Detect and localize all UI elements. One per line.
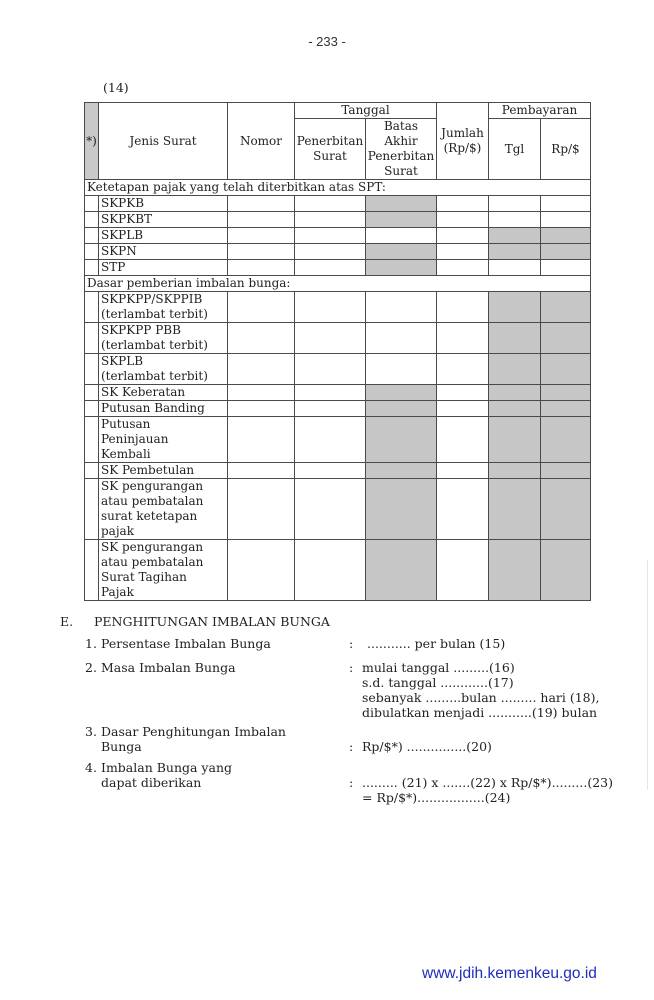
rp-cell-shaded xyxy=(541,401,591,417)
header-rp: Rp/$ xyxy=(541,119,591,180)
jumlah-cell[interactable] xyxy=(437,260,489,276)
nomor-cell[interactable] xyxy=(228,417,295,463)
item-value[interactable]: = Rp/$*).................(24) xyxy=(362,790,511,805)
item-value[interactable]: ........... per bulan (15) xyxy=(367,636,506,651)
penerbitan-cell[interactable] xyxy=(295,401,366,417)
batas-akhir-cell-shaded xyxy=(366,463,437,479)
jumlah-cell[interactable] xyxy=(437,212,489,228)
marker-cell[interactable] xyxy=(85,212,99,228)
jenis-surat-cell xyxy=(99,479,228,540)
rp-cell-shaded xyxy=(541,292,591,323)
nomor-cell[interactable] xyxy=(228,292,295,323)
jumlah-cell[interactable] xyxy=(437,196,489,212)
jumlah-cell[interactable] xyxy=(437,479,489,540)
penerbitan-cell[interactable] xyxy=(295,228,366,244)
marker-cell[interactable] xyxy=(85,323,99,354)
jumlah-cell[interactable] xyxy=(437,401,489,417)
jumlah-cell[interactable] xyxy=(437,385,489,401)
jenis-surat-line: atau pembatalan xyxy=(101,555,204,569)
penerbitan-cell[interactable] xyxy=(295,417,366,463)
jumlah-cell[interactable] xyxy=(437,463,489,479)
calc-item xyxy=(85,760,613,805)
rp-cell-shaded xyxy=(541,228,591,244)
rp-cell[interactable] xyxy=(541,212,591,228)
batas-akhir-cell[interactable] xyxy=(366,228,437,244)
header-penerbitan-surat: Penerbitan Surat xyxy=(295,119,366,180)
jenis-surat-line: SKPLB xyxy=(101,228,144,242)
rp-cell-shaded xyxy=(541,417,591,463)
rp-cell-shaded xyxy=(541,354,591,385)
item-value[interactable]: sebanyak .........bulan ......... hari (18), xyxy=(362,690,600,705)
jenis-surat-line: Pajak xyxy=(101,585,134,599)
jenis-surat-cell xyxy=(99,260,228,276)
table-body xyxy=(85,180,591,601)
jenis-surat-line: pajak xyxy=(101,524,134,538)
jenis-surat-line: SKPKPP/SKPPIB xyxy=(101,292,203,306)
table-row xyxy=(85,196,591,212)
table-row xyxy=(85,385,591,401)
tgl-cell-shaded xyxy=(489,401,541,417)
jenis-surat-line: SK pengurangan xyxy=(101,540,204,554)
nomor-cell[interactable] xyxy=(228,323,295,354)
reference-label: (14) xyxy=(103,80,129,95)
batas-akhir-cell-shaded xyxy=(366,417,437,463)
rp-cell-shaded xyxy=(541,540,591,601)
jdih-website-link[interactable]: www.jdih.kemenkeu.go.id xyxy=(422,965,597,982)
jenis-surat-cell xyxy=(99,244,228,260)
rp-cell-shaded xyxy=(541,479,591,540)
jenis-surat-line: SK pengurangan xyxy=(101,479,204,493)
rp-cell[interactable] xyxy=(541,196,591,212)
header-nomor: Nomor xyxy=(228,103,295,180)
jenis-surat-line: STP xyxy=(101,260,126,274)
marker-cell[interactable] xyxy=(85,385,99,401)
tgl-cell[interactable] xyxy=(489,260,541,276)
section-e-title: PENGHITUNGAN IMBALAN BUNGA xyxy=(94,614,330,629)
item-label: Dasar Penghitungan Imbalan Bunga xyxy=(101,724,286,754)
jenis-surat-cell xyxy=(99,196,228,212)
jenis-surat-line: SKPLB xyxy=(101,354,144,368)
nomor-cell[interactable] xyxy=(228,463,295,479)
item-colon: : xyxy=(349,739,354,754)
header-tgl: Tgl xyxy=(489,119,541,180)
jenis-surat-line: (terlambat terbit) xyxy=(101,307,208,321)
section-e-heading xyxy=(60,614,330,629)
tgl-cell-shaded xyxy=(489,479,541,540)
tgl-cell-shaded xyxy=(489,463,541,479)
penerbitan-cell[interactable] xyxy=(295,196,366,212)
item-colon: : xyxy=(349,775,354,790)
section-title: Dasar pemberian imbalan bunga: xyxy=(85,276,591,292)
jenis-surat-cell xyxy=(99,354,228,385)
jumlah-cell[interactable] xyxy=(437,354,489,385)
table-row xyxy=(85,212,591,228)
header-star: *) xyxy=(85,103,99,180)
batas-akhir-cell-shaded xyxy=(366,244,437,260)
jenis-surat-line: Peninjauan xyxy=(101,432,169,446)
jenis-surat-line: SK Keberatan xyxy=(101,385,186,399)
section-title: Ketetapan pajak yang telah diterbitkan atas SPT: xyxy=(85,180,591,196)
jenis-surat-line: Putusan xyxy=(101,417,151,431)
jenis-surat-line: Kembali xyxy=(101,447,151,461)
jenis-surat-cell xyxy=(99,401,228,417)
tgl-cell-shaded xyxy=(489,244,541,260)
table-row xyxy=(85,354,591,385)
table-row xyxy=(85,417,591,463)
tgl-cell-shaded xyxy=(489,385,541,401)
item-value[interactable]: dibulatkan menjadi ...........(19) bulan xyxy=(362,705,598,720)
marker-cell[interactable] xyxy=(85,292,99,323)
item-value[interactable]: ......... (21) x .......(22) x Rp/$*).........(23) xyxy=(362,775,613,790)
tgl-cell-shaded xyxy=(489,354,541,385)
jenis-surat-cell xyxy=(99,228,228,244)
nomor-cell[interactable] xyxy=(228,228,295,244)
batas-akhir-cell-shaded xyxy=(366,196,437,212)
batas-akhir-cell-shaded xyxy=(366,401,437,417)
penerbitan-cell[interactable] xyxy=(295,479,366,540)
penerbitan-cell[interactable] xyxy=(295,260,366,276)
tgl-cell-shaded xyxy=(489,540,541,601)
nomor-cell[interactable] xyxy=(228,479,295,540)
nomor-cell[interactable] xyxy=(228,196,295,212)
table-row xyxy=(85,228,591,244)
header-jenis-surat: Jenis Surat xyxy=(99,103,228,180)
marker-cell[interactable] xyxy=(85,463,99,479)
rp-cell[interactable] xyxy=(541,260,591,276)
tgl-cell-shaded xyxy=(489,417,541,463)
item-value[interactable]: Rp/$*) ...............(20) xyxy=(362,739,492,754)
header-jumlah: Jumlah (Rp/$) xyxy=(437,103,489,180)
marker-cell[interactable] xyxy=(85,244,99,260)
nomor-cell[interactable] xyxy=(228,354,295,385)
table-row xyxy=(85,292,591,323)
jumlah-cell[interactable] xyxy=(437,292,489,323)
jenis-surat-line: SK Pembetulan xyxy=(101,463,195,477)
jenis-surat-line: SKPKPP PBB xyxy=(101,323,181,337)
table-row xyxy=(85,323,591,354)
calc-item xyxy=(85,660,600,720)
marker-cell[interactable] xyxy=(85,196,99,212)
rp-cell-shaded xyxy=(541,463,591,479)
jumlah-cell[interactable] xyxy=(437,540,489,601)
tgl-cell-shaded xyxy=(489,323,541,354)
jenis-surat-cell xyxy=(99,323,228,354)
penerbitan-cell[interactable] xyxy=(295,323,366,354)
item-number: 3. xyxy=(85,724,97,739)
jumlah-cell[interactable] xyxy=(437,417,489,463)
jumlah-cell[interactable] xyxy=(437,244,489,260)
marker-cell[interactable] xyxy=(85,479,99,540)
batas-akhir-cell[interactable] xyxy=(366,323,437,354)
item-label: Masa Imbalan Bunga xyxy=(101,660,236,675)
jenis-surat-line: (terlambat terbit) xyxy=(101,369,208,383)
jenis-surat-line: Putusan Banding xyxy=(101,401,205,415)
jenis-surat-cell xyxy=(99,292,228,323)
marker-cell[interactable] xyxy=(85,417,99,463)
nomor-cell[interactable] xyxy=(228,244,295,260)
table-row xyxy=(85,463,591,479)
calc-item xyxy=(85,636,506,651)
calc-item xyxy=(85,724,492,754)
section-title-row xyxy=(85,180,591,196)
page-number: - 233 - xyxy=(308,34,346,49)
batas-akhir-cell[interactable] xyxy=(366,354,437,385)
jumlah-cell[interactable] xyxy=(437,323,489,354)
rp-cell-shaded xyxy=(541,385,591,401)
section-title-row xyxy=(85,276,591,292)
jenis-surat-cell xyxy=(99,212,228,228)
item-number: 4. xyxy=(85,760,97,775)
tgl-cell[interactable] xyxy=(489,196,541,212)
nomor-cell[interactable] xyxy=(228,401,295,417)
item-label: Imbalan Bunga yang dapat diberikan xyxy=(101,760,232,790)
tgl-cell-shaded xyxy=(489,292,541,323)
header-batas-akhir: Batas Akhir Penerbitan Surat xyxy=(366,119,437,180)
jenis-surat-line: SKPKB xyxy=(101,196,145,210)
jenis-surat-cell xyxy=(99,385,228,401)
tax-letters-table xyxy=(84,102,591,601)
marker-cell[interactable] xyxy=(85,354,99,385)
jenis-surat-line: atau pembatalan xyxy=(101,494,204,508)
marker-cell[interactable] xyxy=(85,260,99,276)
nomor-cell[interactable] xyxy=(228,540,295,601)
batas-akhir-cell-shaded xyxy=(366,385,437,401)
table-row xyxy=(85,244,591,260)
penerbitan-cell[interactable] xyxy=(295,354,366,385)
item-value[interactable]: s.d. tanggal ............(17) xyxy=(362,675,514,690)
batas-akhir-cell-shaded xyxy=(366,212,437,228)
nomor-cell[interactable] xyxy=(228,212,295,228)
batas-akhir-cell-shaded xyxy=(366,479,437,540)
item-colon: : xyxy=(349,636,354,651)
table-row xyxy=(85,479,591,540)
nomor-cell[interactable] xyxy=(228,385,295,401)
jenis-surat-line: SKPKBT xyxy=(101,212,153,226)
jenis-surat-line: (terlambat terbit) xyxy=(101,338,208,352)
rp-cell-shaded xyxy=(541,323,591,354)
penerbitan-cell[interactable] xyxy=(295,292,366,323)
section-e-letter: E. xyxy=(60,614,74,629)
batas-akhir-cell-shaded xyxy=(366,540,437,601)
jenis-surat-line: Surat Tagihan xyxy=(101,570,187,584)
penerbitan-cell[interactable] xyxy=(295,463,366,479)
batas-akhir-cell[interactable] xyxy=(366,292,437,323)
jenis-surat-line: SKPN xyxy=(101,244,137,258)
header-tanggal: Tanggal xyxy=(295,103,437,119)
table-row xyxy=(85,540,591,601)
item-colon: : xyxy=(349,660,354,675)
jumlah-cell[interactable] xyxy=(437,228,489,244)
jenis-surat-cell xyxy=(99,463,228,479)
item-number: 1. xyxy=(85,636,97,651)
item-value[interactable]: mulai tanggal .........(16) xyxy=(362,660,515,675)
marker-cell[interactable] xyxy=(85,401,99,417)
jenis-surat-cell xyxy=(99,417,228,463)
tgl-cell[interactable] xyxy=(489,212,541,228)
marker-cell[interactable] xyxy=(85,228,99,244)
penerbitan-cell[interactable] xyxy=(295,385,366,401)
penerbitan-cell[interactable] xyxy=(295,540,366,601)
jenis-surat-cell xyxy=(99,540,228,601)
nomor-cell[interactable] xyxy=(228,260,295,276)
rp-cell-shaded xyxy=(541,244,591,260)
penerbitan-cell[interactable] xyxy=(295,244,366,260)
scan-artifact-line xyxy=(647,560,648,790)
header-pembayaran: Pembayaran xyxy=(489,103,591,119)
table-row xyxy=(85,401,591,417)
batas-akhir-cell-shaded xyxy=(366,260,437,276)
item-label: Persentase Imbalan Bunga xyxy=(101,636,271,651)
penerbitan-cell[interactable] xyxy=(295,212,366,228)
item-number: 2. xyxy=(85,660,97,675)
tgl-cell-shaded xyxy=(489,228,541,244)
marker-cell[interactable] xyxy=(85,540,99,601)
jenis-surat-line: surat ketetapan xyxy=(101,509,198,523)
table-row xyxy=(85,260,591,276)
